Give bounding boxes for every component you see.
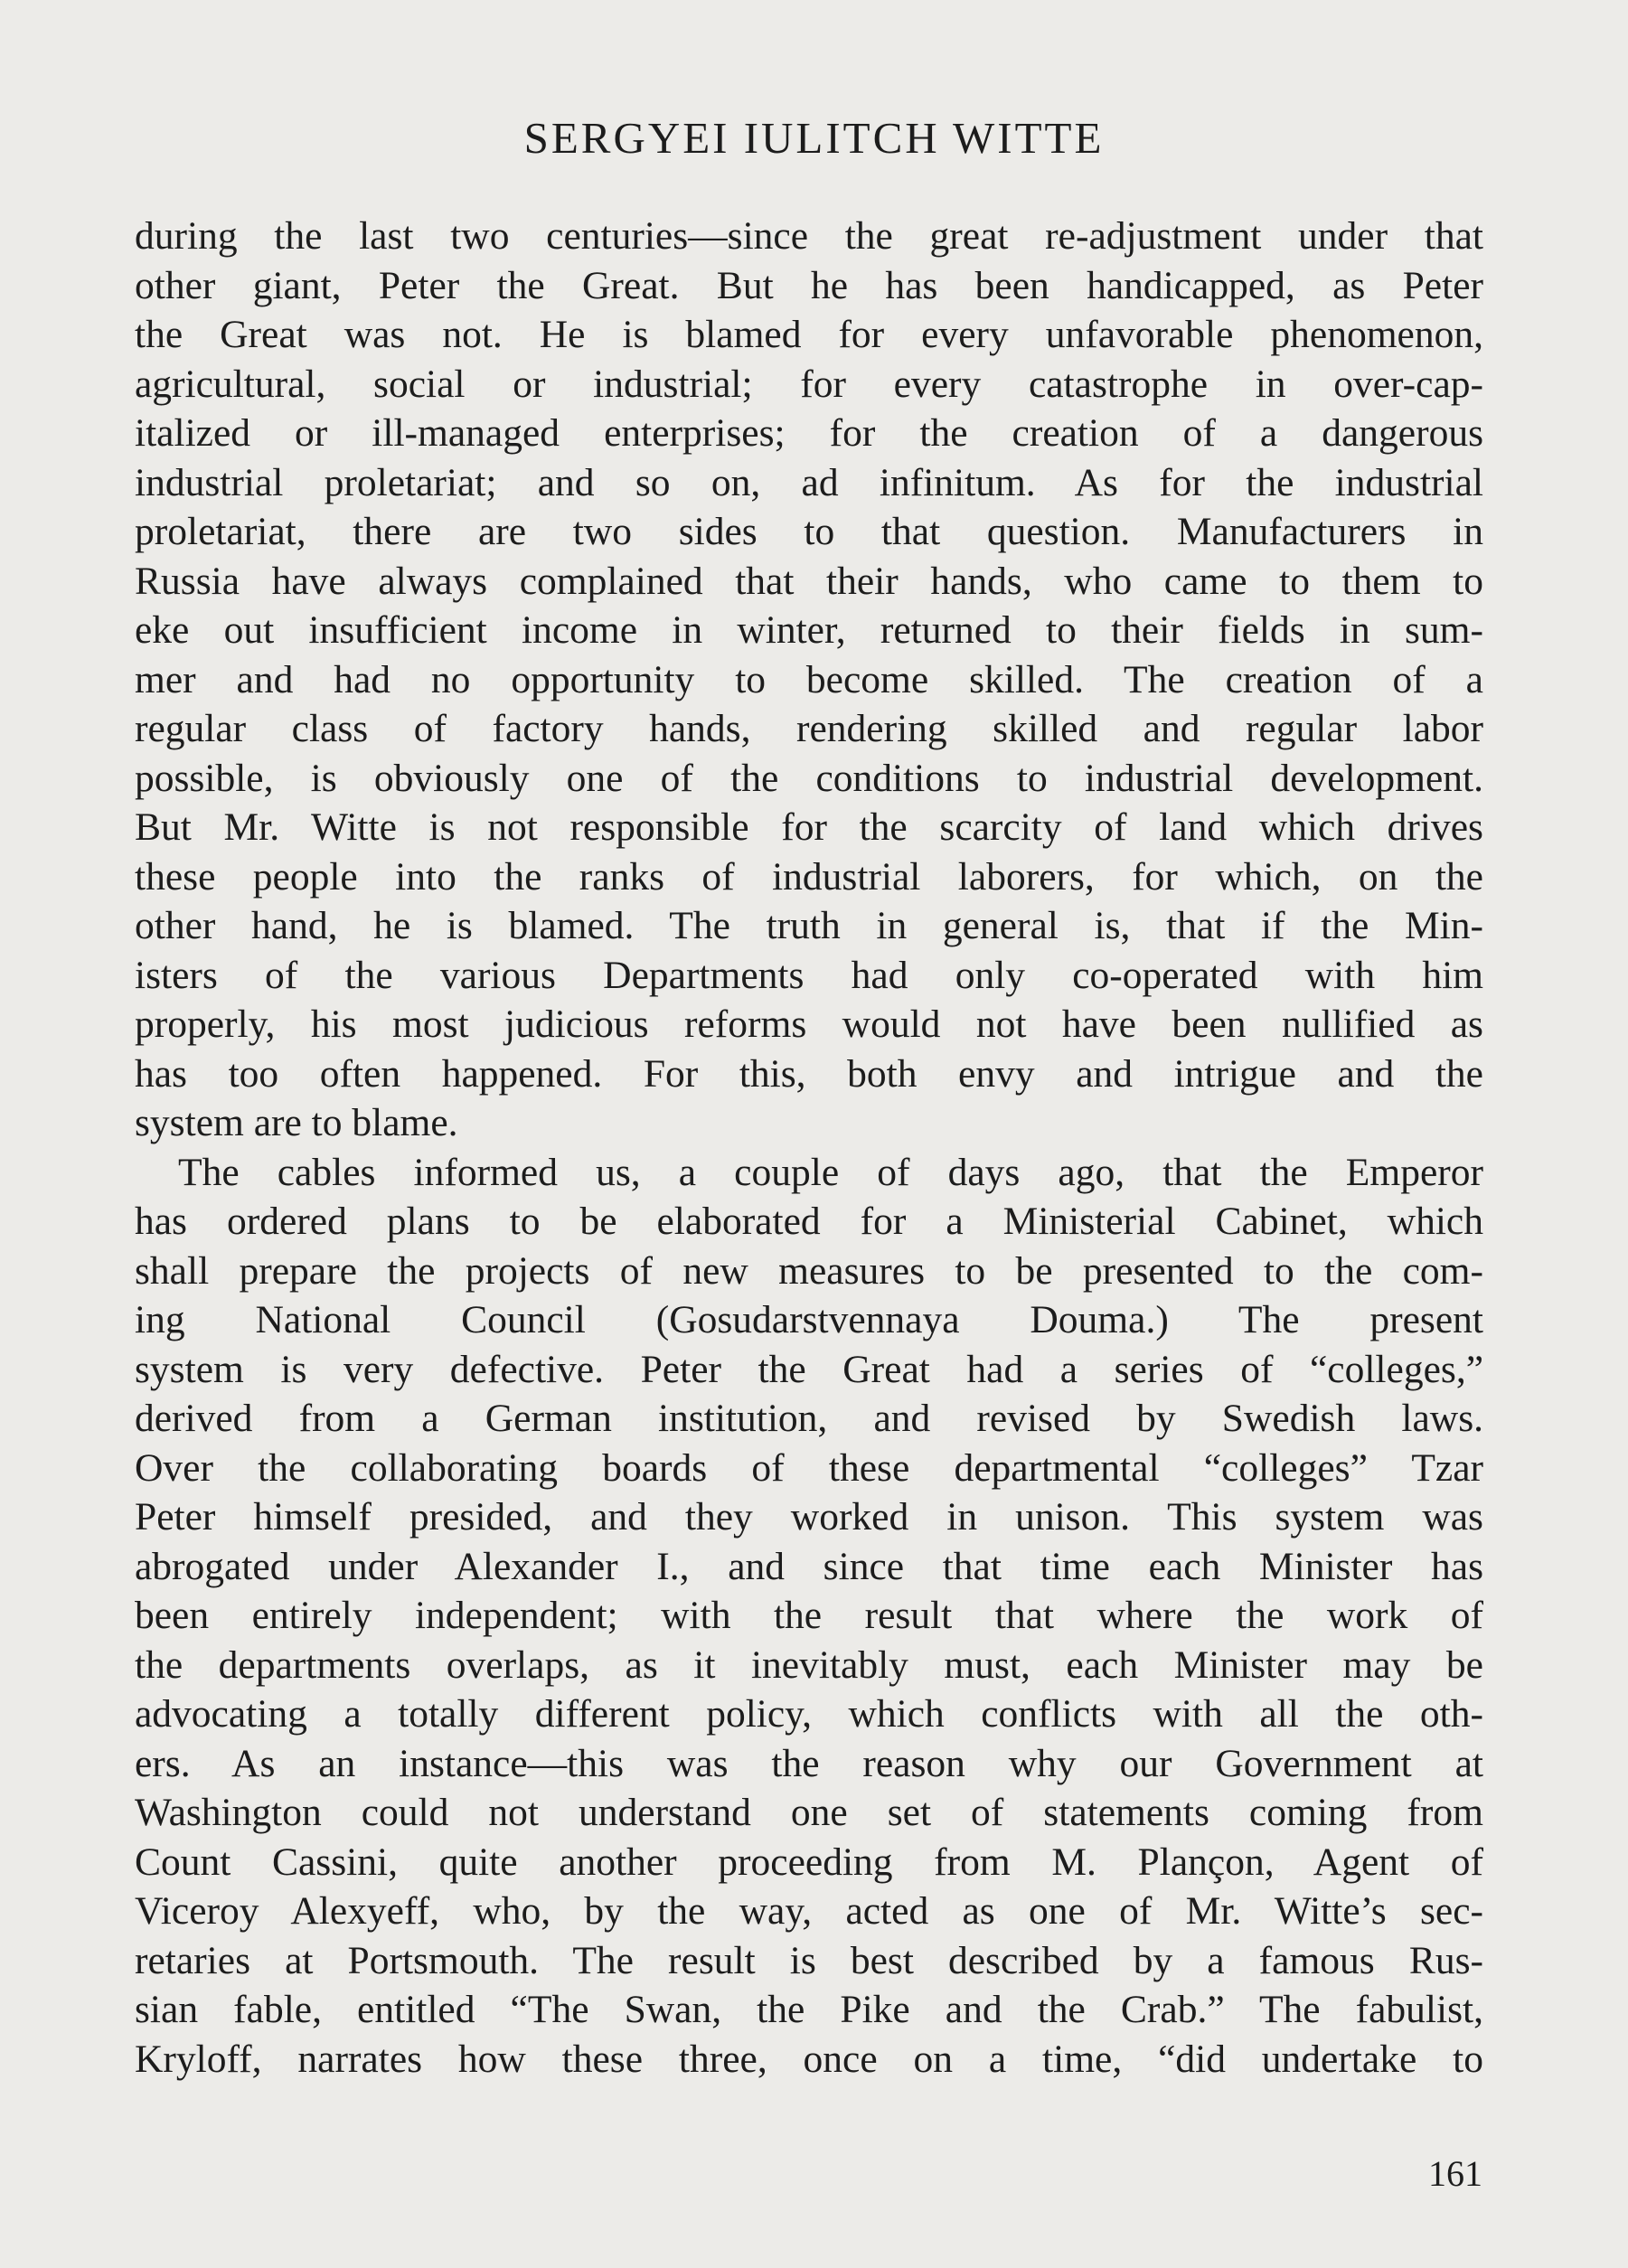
text-line: regular class of factory hands, rendering skilled and regular labor xyxy=(135,707,1483,750)
text-line: proletariat, there are two sides to that question. Manufacturers in xyxy=(135,510,1483,553)
text-line: retaries at Portsmouth. The result is best described by a famous Rus- xyxy=(135,1938,1483,1982)
text-line: ers. As an instance—this was the reason why our Government at xyxy=(135,1741,1483,1785)
text-line: possible, is obviously one of the conditions to industrial development. xyxy=(135,756,1483,800)
text-line: But Mr. Witte is not responsible for the scarcity of land which drives xyxy=(135,805,1483,849)
text-line: during the last two centuries—since the great re-adjustment under that xyxy=(135,214,1483,258)
text-line: abrogated under Alexander I., and since that time each Minister has xyxy=(135,1544,1483,1588)
text-line: has ordered plans to be elaborated for a Ministerial Cabinet, which xyxy=(135,1200,1483,1243)
text-line: Viceroy Alexyeff, who, by the way, acted as one of Mr. Witte’s sec- xyxy=(135,1889,1483,1933)
text-line: system are to blame. xyxy=(135,1101,458,1144)
text-line: sian fable, entitled “The Swan, the Pike and the Crab.” The fabulist, xyxy=(135,1988,1483,2031)
text-line: agricultural, social or industrial; for every catastrophe in over-cap- xyxy=(135,362,1483,406)
text-line: mer and had no opportunity to become skilled. The creation of a xyxy=(135,657,1483,701)
text-line: italized or ill-managed enterprises; for the creation of a dangerous xyxy=(135,411,1483,455)
page-number: 161 xyxy=(1428,2153,1482,2194)
text-line: these people into the ranks of industrial laborers, for which, on the xyxy=(135,854,1483,899)
text-line: other giant, Peter the Great. But he has been handicapped, as Peter xyxy=(135,263,1483,307)
text-line: shall prepare the projects of new measures to be presented to the com- xyxy=(135,1248,1483,1293)
text-line: The cables informed us, a couple of days ago, that the Emperor xyxy=(178,1150,1483,1194)
text-line: properly, his most judicious reforms would not have been nullified as xyxy=(135,1002,1483,1046)
text-line: derived from a German institution, and revised by Swedish laws. xyxy=(135,1397,1483,1440)
text-line: been entirely independent; with the result that where the work of xyxy=(135,1594,1483,1637)
text-line: Kryloff, narrates how these three, once on a time, “did undertake to xyxy=(135,2037,1483,2081)
body-text xyxy=(135,212,1483,2084)
text-line: Peter himself presided, and they worked in unison. This system was xyxy=(135,1495,1483,1539)
text-line: isters of the various Departments had only co-operated with him xyxy=(135,953,1483,997)
text-line: Washington could not understand one set of statements coming from xyxy=(135,1791,1483,1834)
text-line: industrial proletariat; and so on, ad infinitum. As for the industrial xyxy=(135,460,1483,504)
text-line: the departments overlaps, as it inevitably must, each Minister may be xyxy=(135,1642,1483,1687)
text-line: system is very defective. Peter the Great had a series of “colleges,” xyxy=(135,1347,1483,1391)
text-line: Over the collaborating boards of these departmental “colleges” Tzar xyxy=(135,1445,1483,1490)
text-line: has too often happened. For this, both envy and intrigue and the xyxy=(135,1051,1483,1096)
text-line: Russia have always complained that their hands, who came to them to xyxy=(135,559,1483,603)
text-line: eke out insufficient income in winter, returned to their fields in sum- xyxy=(135,608,1483,652)
running-header: SERGYEI IULITCH WITTE xyxy=(523,113,1105,163)
text-line: the Great was not. He is blamed for every unfavorable phenomenon, xyxy=(135,313,1483,356)
text-line: advocating a totally different policy, which conflicts with all the oth- xyxy=(135,1692,1483,1736)
text-line: Count Cassini, quite another proceeding from M. Plançon, Agent of xyxy=(135,1840,1483,1884)
text-line: other hand, he is blamed. The truth in general is, that if the Min- xyxy=(135,904,1483,947)
text-line: ing National Council (Gosudarstvennaya Douma.) The present xyxy=(135,1298,1483,1341)
